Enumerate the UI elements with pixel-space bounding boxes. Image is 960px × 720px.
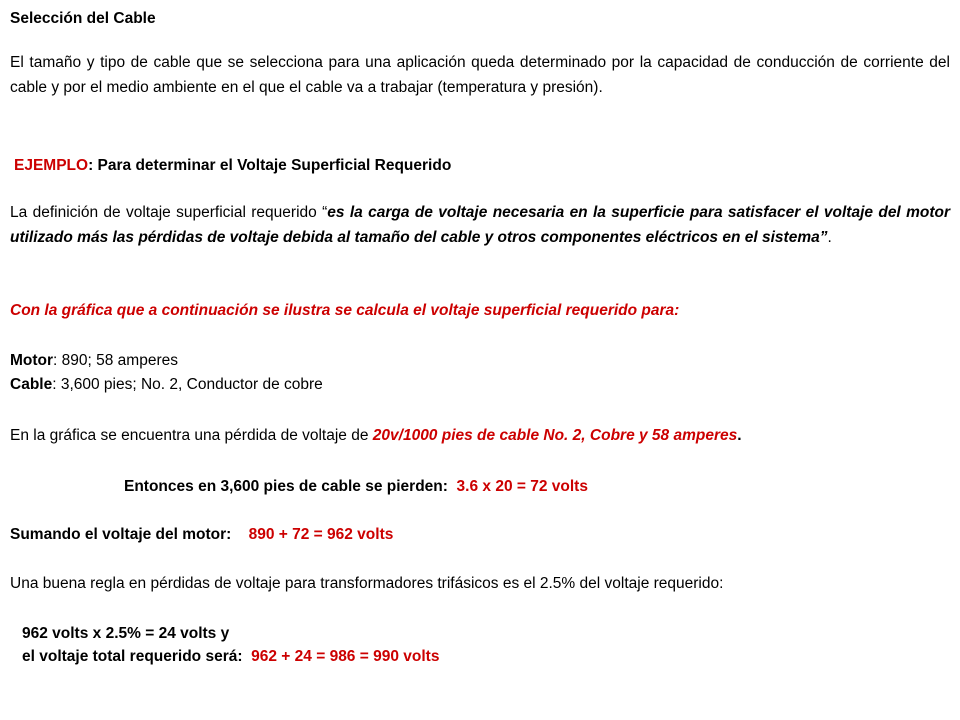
percent-calc-line: 962 volts x 2.5% = 24 volts y bbox=[22, 625, 230, 642]
voltage-loss-line bbox=[10, 425, 742, 447]
motor-value: : 890; 58 amperes bbox=[53, 352, 178, 369]
motor-label: Motor bbox=[10, 352, 54, 369]
motor-sum-line bbox=[10, 524, 393, 546]
voltage-loss-value: 20v/1000 pies de cable No. 2, Cobre y 58 amperes bbox=[372, 427, 738, 444]
total-label: el voltaje total requerido será: bbox=[22, 648, 243, 665]
cable-loss-calc: 3.6 x 20 = 72 volts bbox=[456, 478, 588, 495]
voltage-loss-suffix: . bbox=[737, 427, 742, 444]
definition-prefix: La definición de voltaje superficial requerido “ bbox=[10, 204, 328, 221]
cable-value: : 3,600 pies; No. 2, Conductor de cobre bbox=[52, 376, 323, 393]
definition-paragraph bbox=[10, 201, 950, 250]
cable-line bbox=[10, 374, 323, 396]
voltage-loss-prefix: En la gráfica se encuentra una pérdida de voltaje de bbox=[10, 427, 373, 444]
total-calc: 962 + 24 = 986 = 990 volts bbox=[251, 648, 440, 665]
example-heading bbox=[14, 155, 451, 177]
definition-quote: es la carga de voltaje necesaria en la superficie para satisfacer el voltaje del motor utilizado más las pérdidas de voltaje debida al tamaño del cable y otros componentes eléctricos en el sistema” bbox=[10, 204, 950, 246]
total-line bbox=[22, 646, 439, 668]
cable-label: Cable bbox=[10, 376, 53, 393]
definition-suffix: . bbox=[827, 228, 832, 246]
motor-line bbox=[10, 350, 178, 372]
rule-paragraph: Una buena regla en pérdidas de voltaje para transformadores trifásicos es el 2.5% del voltaje requerido: bbox=[10, 575, 724, 592]
intro-paragraph: El tamaño y tipo de cable que se selecciona para una aplicación queda determinado por la capacidad de conducción de corriente del cable y por el medio ambiente en el que el cable va a trabajar (temperatura y presión). bbox=[10, 54, 950, 96]
motor-sum-label: Sumando el voltaje del motor: bbox=[10, 526, 232, 543]
cable-loss-calc-line bbox=[124, 476, 588, 498]
cable-loss-label: Entonces en 3,600 pies de cable se pierden: bbox=[124, 478, 448, 495]
motor-sum-calc: 890 + 72 = 962 volts bbox=[248, 526, 394, 543]
chart-intro: Con la gráfica que a continuación se ilustra se calcula el voltaje superficial requerido para: bbox=[10, 302, 680, 319]
example-text: : Para determinar el Voltaje Superficial Requerido bbox=[88, 157, 452, 174]
document-title: Selección del Cable bbox=[10, 10, 156, 27]
example-label: EJEMPLO bbox=[14, 157, 89, 174]
